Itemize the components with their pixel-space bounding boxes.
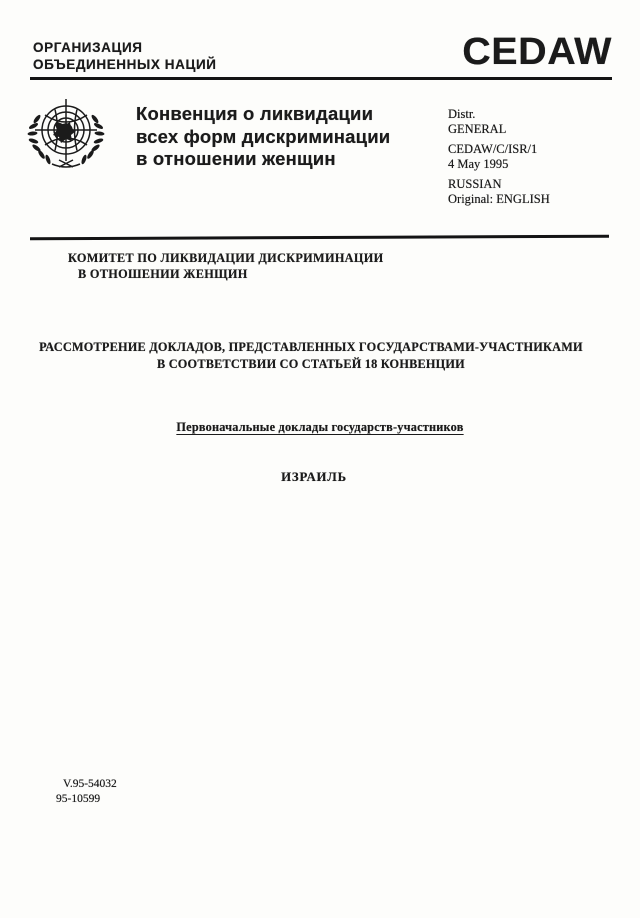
doc-date: 4 May 1995 <box>448 156 509 171</box>
convention-title-line3: в отношении женщин <box>136 148 336 169</box>
convention-title-line2: всех форм дискриминации <box>136 125 391 147</box>
distribution-block <box>448 107 550 206</box>
reports-heading <box>0 339 631 372</box>
un-emblem-icon <box>26 96 106 176</box>
committee-heading-line1: КОМИТЕТ ПО ЛИКВИДАЦИИ ДИСКРИМИНАЦИИ <box>68 251 384 265</box>
doc-language: RUSSIAN <box>448 177 502 191</box>
committee-heading <box>68 250 383 282</box>
un-org-name-line2: ОБЪЕДИНЕННЫХ НАЦИЙ <box>33 57 217 72</box>
doc-symbol: CEDAW/C/ISR/1 <box>448 142 538 156</box>
footer-refs <box>56 777 117 806</box>
footer-ref2: 95-10599 <box>56 792 101 805</box>
un-emblem-graphic <box>26 96 106 176</box>
initial-reports-subheading-text: Первоначальные доклады государств-участников <box>176 420 464 434</box>
divider-body <box>30 235 609 241</box>
reports-heading-line2: В СООТВЕТСТВИИ СО СТАТЬЕЙ 18 КОНВЕНЦИИ <box>157 356 465 371</box>
distr-label: Distr. <box>448 107 476 121</box>
divider-top <box>30 77 612 80</box>
distr-value: GENERAL <box>448 121 507 136</box>
committee-heading-line2: В ОТНОШЕНИИ ЖЕНЩИН <box>78 267 248 281</box>
doc-original-language: Original: ENGLISH <box>448 191 550 206</box>
cedaw-masthead: CEDAW <box>462 31 612 73</box>
un-org-name <box>33 39 217 73</box>
reports-heading-line1: РАССМОТРЕНИЕ ДОКЛАДОВ, ПРЕДСТАВЛЕННЫХ ГОСУДАРСТВАМИ-УЧАСТНИКАМИ <box>39 340 583 354</box>
initial-reports-subheading <box>0 420 640 435</box>
country-name: ИЗРАИЛЬ <box>281 470 347 484</box>
footer-ref1: V.95-54032 <box>63 778 117 790</box>
convention-title-line1: Конвенция о ликвидации <box>136 103 374 124</box>
convention-title <box>136 103 390 171</box>
un-org-name-line1: ОРГАНИЗАЦИЯ <box>33 40 143 55</box>
